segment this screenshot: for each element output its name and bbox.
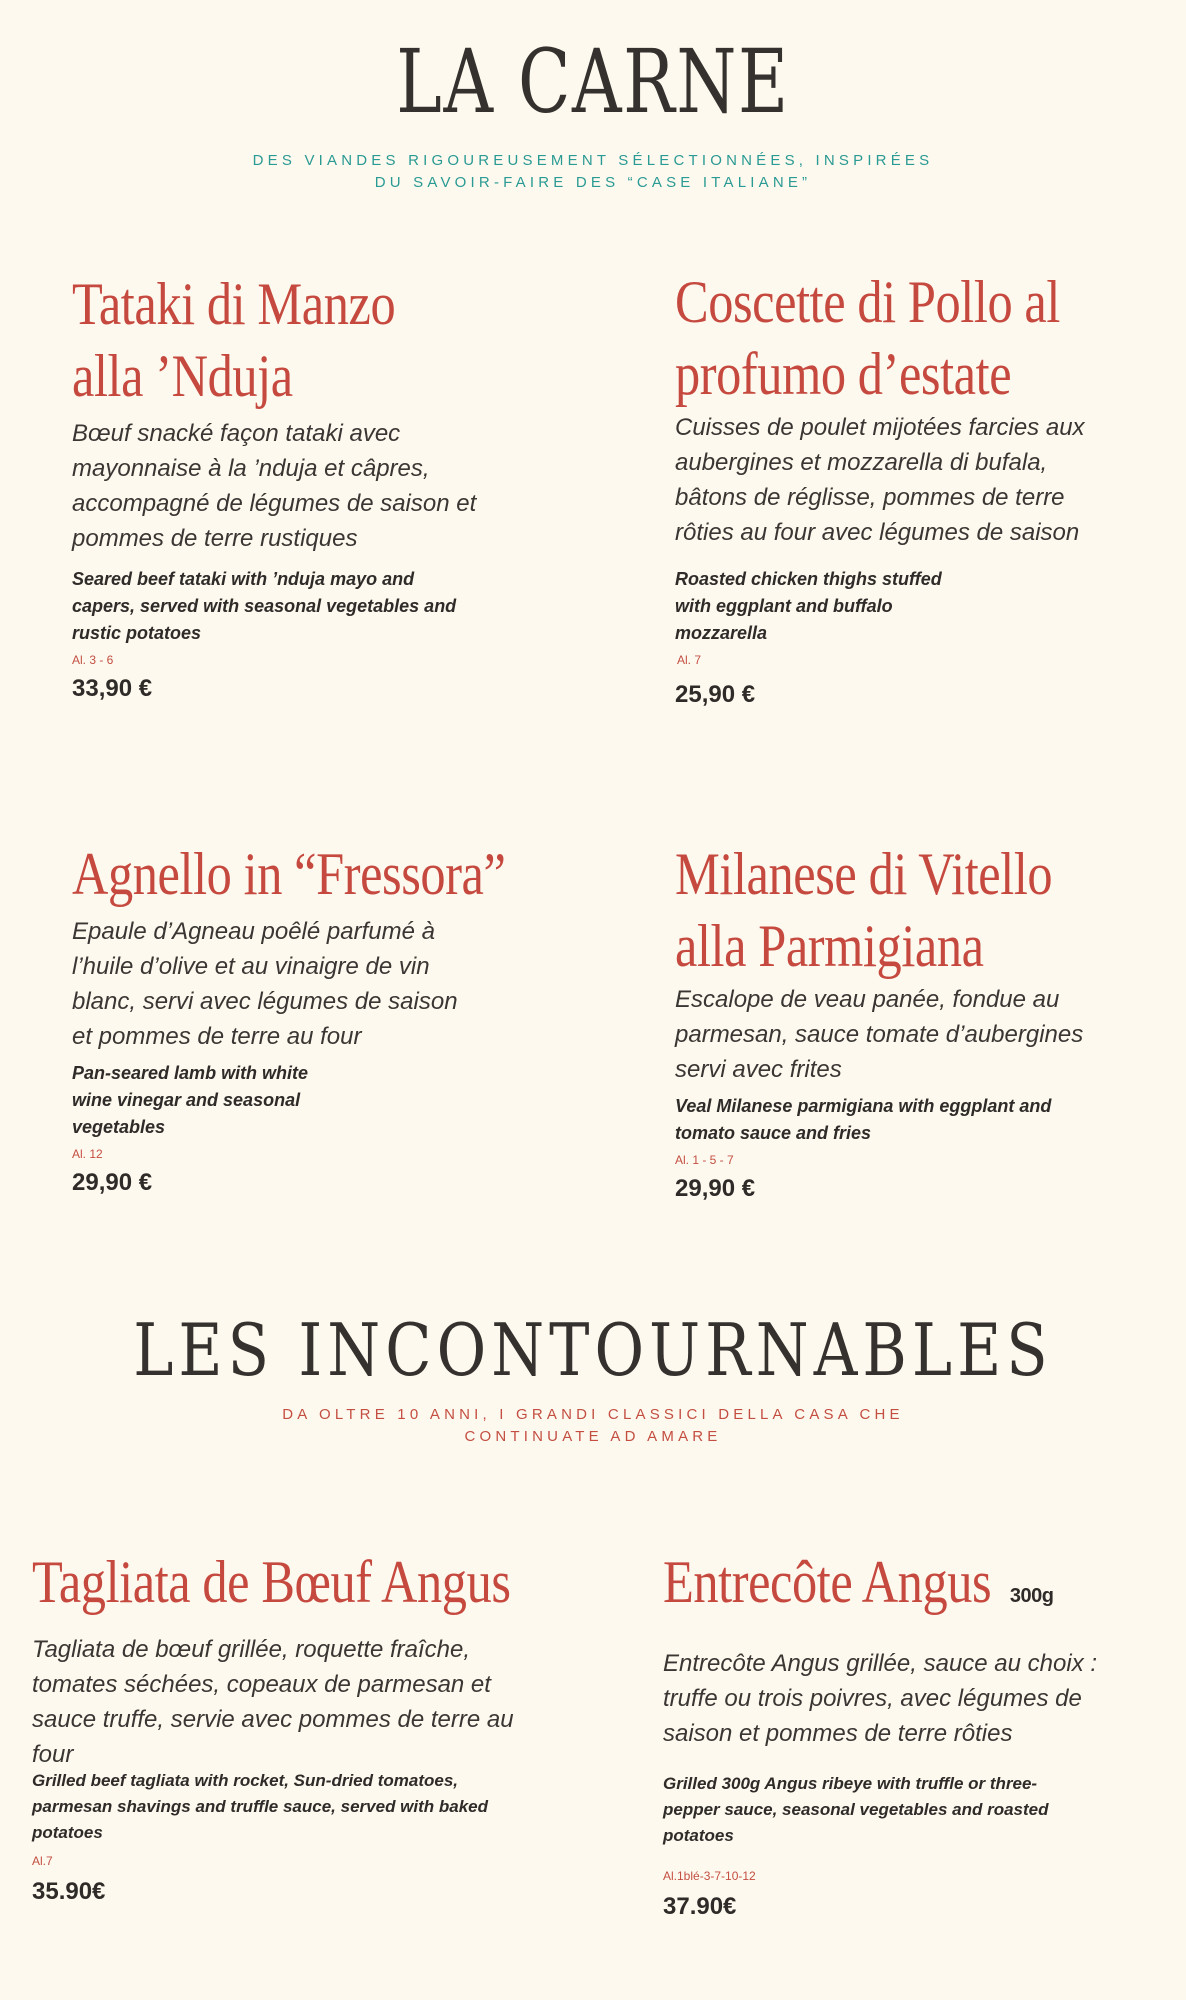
section-subtitle-la-carne — [0, 150, 1186, 194]
description-line: Bœuf snacké façon tataki avec — [72, 420, 401, 447]
dish-name-line: profumo d’estate — [675, 341, 1012, 407]
dish-allergens: Al.1blé-3-7-10-12 — [663, 1869, 756, 1883]
english-line: Seared beef tataki with ’nduja mayo and — [72, 569, 415, 589]
dish-description — [675, 982, 1175, 1087]
subtitle-line: CONTINUATE AD AMARE — [464, 1428, 722, 1445]
description-line: Epaule d’Agneau poêlé parfumé à — [72, 918, 435, 945]
description-line: l’huile d’olive et au vinaigre de vin — [72, 953, 430, 980]
dish-name — [72, 268, 492, 412]
dish-allergens: Al. 12 — [72, 1147, 103, 1161]
english-line: Veal Milanese parmigiana with eggplant and — [675, 1096, 1052, 1116]
dish-allergens: Al. 7 — [677, 653, 702, 667]
dish-english-description — [72, 1060, 572, 1141]
section-subtitle-les-incontournables — [0, 1404, 1186, 1448]
subtitle-line: DU SAVOIR-FAIRE DES “CASE ITALIANE” — [374, 174, 812, 191]
dish-price: 37.90€ — [663, 1893, 737, 1920]
english-line: vegetables — [72, 1117, 166, 1137]
dish-allergens: Al. 1 - 5 - 7 — [675, 1153, 734, 1167]
dish-price: 35.90€ — [32, 1878, 106, 1905]
dish-english-description — [675, 566, 1175, 647]
dish-allergens: Al.7 — [32, 1854, 53, 1868]
description-line: four — [32, 1741, 74, 1768]
dish-name-line: Tataki di Manzo — [72, 271, 396, 337]
dish-english-description — [72, 566, 572, 647]
dish-weight: 300g — [1010, 1585, 1054, 1607]
dish-card-coscette — [675, 266, 1175, 709]
description-line: accompagné de légumes de saison et — [72, 490, 477, 517]
description-line: servi avec frites — [675, 1056, 842, 1083]
dish-card-tataki — [72, 268, 572, 703]
english-line: capers, served with seasonal vegetables and — [72, 596, 457, 616]
dish-name — [675, 266, 1095, 410]
dish-price: 25,90 € — [675, 681, 756, 708]
english-line: potatoes — [32, 1823, 103, 1842]
english-line: Roasted chicken thighs stuffed — [675, 569, 942, 589]
english-line: wine vinegar and seasonal — [72, 1090, 301, 1110]
description-line: sauce truffe, servie avec pommes de terre au — [32, 1706, 514, 1733]
description-line: rôties au four avec légumes de saison — [675, 519, 1080, 546]
dish-name-line: Agnello in “Fressora” — [72, 841, 506, 907]
description-line: pommes de terre rustiques — [72, 525, 358, 552]
dish-name — [72, 838, 506, 910]
english-line: tomato sauce and fries — [675, 1123, 872, 1143]
description-line: et pommes de terre au four — [72, 1023, 362, 1050]
dish-english-description — [663, 1771, 1173, 1849]
english-line: with eggplant and buffalo — [675, 596, 893, 616]
subtitle-line: DES VIANDES RIGOUREUSEMENT SÉLECTIONNÉES, INSPIRÉES — [252, 152, 934, 169]
english-line: mozzarella — [675, 623, 768, 643]
english-line: potatoes — [663, 1826, 734, 1845]
description-line: Entrecôte Angus grillée, sauce au choix : — [663, 1650, 1098, 1677]
english-line: Grilled beef tagliata with rocket, Sun-dried tomatoes, — [32, 1771, 459, 1790]
section-title-les-incontournables: LES INCONTOURNABLES — [133, 1308, 1053, 1392]
dish-name-line: alla Parmigiana — [675, 913, 984, 979]
dish-description — [663, 1646, 1173, 1751]
english-line: parmesan shavings and truffle sauce, served with baked — [32, 1797, 489, 1816]
english-line: rustic potatoes — [72, 623, 202, 643]
dish-description — [72, 914, 572, 1054]
dish-card-agnello — [72, 838, 572, 1197]
english-line: Grilled 300g Angus ribeye with truffle or three- — [663, 1774, 1038, 1793]
dish-description — [675, 410, 1175, 550]
dish-name-line: alla ’Nduja — [72, 343, 293, 409]
english-line: Pan-seared lamb with white — [72, 1063, 309, 1083]
dish-description — [32, 1632, 622, 1772]
description-line: bâtons de réglisse, pommes de terre — [675, 484, 1065, 511]
dish-name — [663, 1546, 1091, 1632]
dish-price: 29,90 € — [72, 1169, 153, 1196]
dish-name-line: Coscette di Pollo al — [675, 269, 1060, 335]
description-line: blanc, servi avec légumes de saison — [72, 988, 458, 1015]
description-line: aubergines et mozzarella di bufala, — [675, 449, 1048, 476]
dish-name — [675, 838, 1095, 982]
dish-card-tagliata — [32, 1546, 622, 1906]
description-line: Tagliata de bœuf grillée, roquette fraîche, — [32, 1636, 471, 1663]
english-line: pepper sauce, seasonal vegetables and roasted — [663, 1800, 1049, 1819]
dish-name-line: Tagliata de Bœuf Angus — [32, 1549, 511, 1615]
dish-name-line: Milanese di Vitello — [675, 841, 1053, 907]
dish-english-description — [32, 1768, 622, 1846]
description-line: Cuisses de poulet mijotées farcies aux — [675, 414, 1085, 441]
subtitle-line: DA OLTRE 10 ANNI, I GRANDI CLASSICI DELLA CASA CHE — [282, 1406, 904, 1423]
dish-name — [32, 1546, 528, 1618]
description-line: mayonnaise à la ’nduja et câpres, — [72, 455, 430, 482]
dish-card-milanese — [675, 838, 1175, 1203]
dish-english-description — [675, 1093, 1175, 1147]
dish-name-line: Entrecôte Angus — [663, 1549, 992, 1615]
dish-allergens: Al. 3 - 6 — [72, 653, 114, 667]
dish-price: 33,90 € — [72, 675, 153, 702]
description-line: saison et pommes de terre rôties — [663, 1720, 1013, 1747]
dish-price: 29,90 € — [675, 1175, 756, 1202]
description-line: truffe ou trois poivres, avec légumes de — [663, 1685, 1082, 1712]
dish-card-entrecote — [663, 1546, 1173, 1921]
dish-description — [72, 416, 572, 556]
description-line: parmesan, sauce tomate d’aubergines — [675, 1021, 1084, 1048]
description-line: Escalope de veau panée, fondue au — [675, 986, 1060, 1013]
description-line: tomates séchées, copeaux de parmesan et — [32, 1671, 491, 1698]
section-title-la-carne: LA CARNE — [396, 30, 790, 133]
